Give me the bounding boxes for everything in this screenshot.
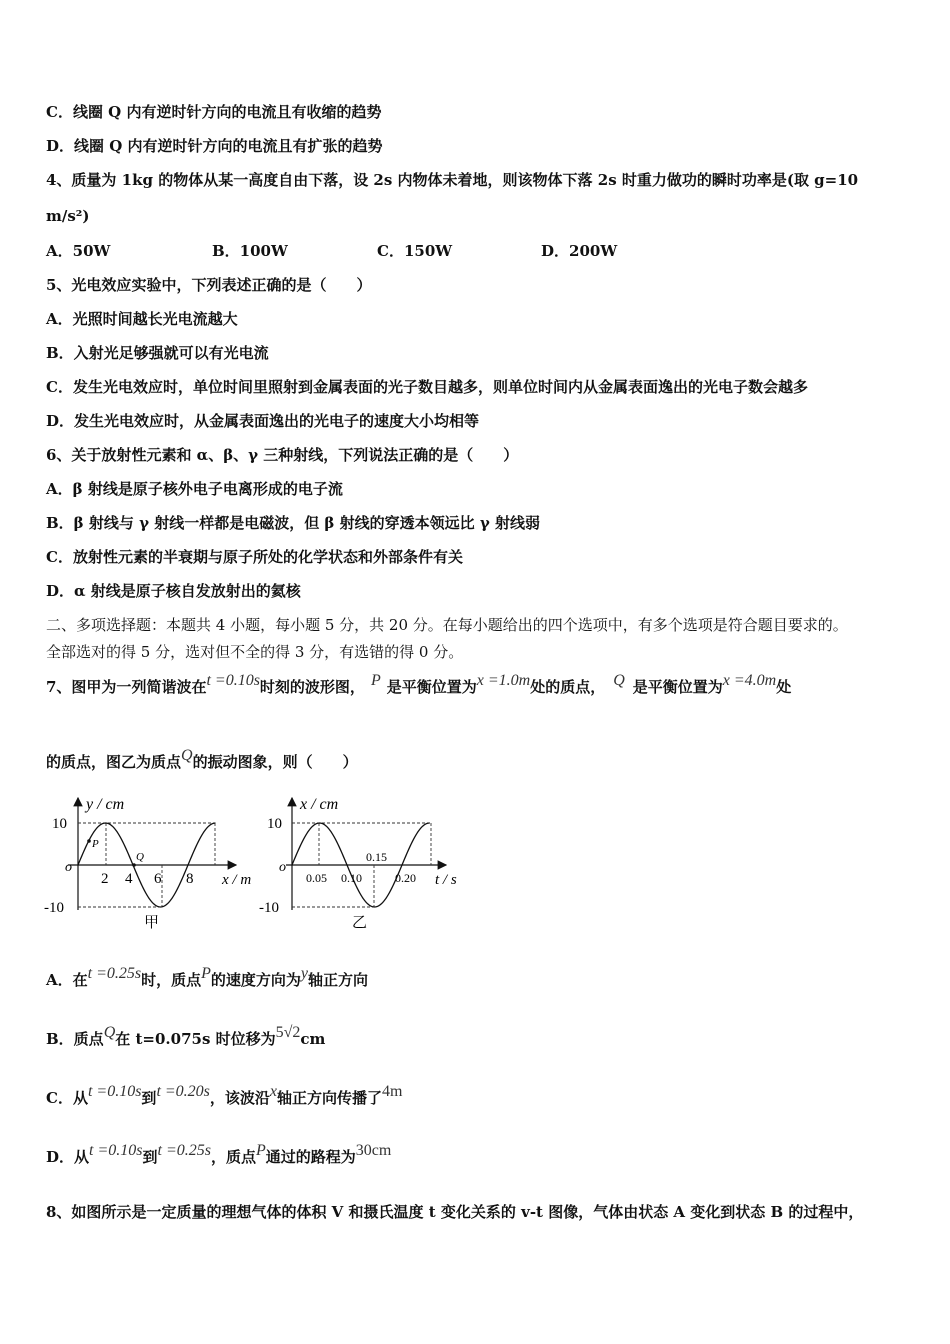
jia-point-p xyxy=(87,839,91,843)
q7-text: 7、图甲为一列简谐波在 xyxy=(46,678,207,696)
q4-option-c: C．150W xyxy=(377,242,453,260)
q7d-math-t1: t =0.10s xyxy=(89,1142,143,1159)
jia-xtick-4: 4 xyxy=(125,871,133,887)
q7c-math-dist: 4m xyxy=(382,1083,403,1100)
yi-xtick-005: 0.05 xyxy=(306,871,327,885)
q7d-text: 到 xyxy=(142,1148,158,1166)
q7-text: 是平衡位置为 xyxy=(386,678,477,696)
yi-xlabel: t / s xyxy=(435,872,457,888)
q7b-math-sqrt: 5√2 xyxy=(275,1024,301,1041)
q5-option-b: B．入射光足够强就可以有光电流 xyxy=(46,344,269,362)
q7-text: 时刻的波形图， xyxy=(259,678,365,696)
q7a-math-t: t =0.25s xyxy=(87,965,142,982)
q7-option-d xyxy=(46,1142,392,1168)
q7a-math-p: P xyxy=(201,965,211,982)
q6-option-d: D．α 射线是原子核自发放射出的氦核 xyxy=(46,582,301,600)
jia-ytick-10: 10 xyxy=(52,816,67,832)
q6-option-a: A．β 射线是原子核外电子电离形成的电子流 xyxy=(46,480,343,498)
q5-stem: 5、光电效应实验中，下列表述正确的是（ ） xyxy=(46,276,372,294)
q5-option-a: A．光照时间越长光电流越大 xyxy=(46,310,238,328)
q7d-math-p: P xyxy=(255,1142,266,1159)
q7-text: 的振动图象，则（ ） xyxy=(192,753,358,771)
q7-option-a xyxy=(46,965,369,991)
q3-option-d: D．线圈 Q 内有逆时针方向的电流且有扩张的趋势 xyxy=(46,137,383,155)
yi-xtick-020: 0.20 xyxy=(395,871,416,885)
q4-option-b: B．100W xyxy=(212,242,288,260)
jia-ytick-neg10: -10 xyxy=(44,900,64,916)
q7d-text: ，质点 xyxy=(210,1148,256,1166)
q6-option-c: C．放射性元素的半衰期与原子所处的化学状态和外部条件有关 xyxy=(46,548,463,566)
jia-ylabel: y / cm xyxy=(86,796,125,813)
q7-math-p: P xyxy=(370,672,381,689)
q7b-math-q: Q xyxy=(103,1024,116,1041)
q7b-text: cm xyxy=(300,1030,326,1048)
q7-text: 的质点，图乙为质点 xyxy=(46,753,182,771)
yi-xtick-015: 0.15 xyxy=(366,850,387,864)
jia-xtick-2: 2 xyxy=(101,871,109,887)
q4-stem: 4、质量为 1kg 的物体从某一高度自由下落，设 2s 内物体未着地，则该物体下落 2s 时重力做功的瞬时功率是(取 g=10 xyxy=(46,171,859,189)
q7c-text: 轴正方向传播了 xyxy=(277,1089,383,1107)
q7a-text: A．在 xyxy=(46,971,88,989)
q7-option-c xyxy=(46,1083,403,1109)
q7b-text: B．质点 xyxy=(46,1030,104,1048)
q7d-math-path: 30cm xyxy=(355,1142,392,1159)
q7-option-b xyxy=(46,1024,326,1050)
q7-text: 处的质点， xyxy=(530,678,606,696)
q6-option-b: B．β 射线与 γ 射线一样都是电磁波，但 β 射线的穿透本领远比 γ 射线弱 xyxy=(46,514,540,532)
jia-xtick-8: 8 xyxy=(186,871,194,887)
section2-intro-line1: 二、多项选择题：本题共 4 小题，每小题 5 分，共 20 分。在每小题给出的四个选项中，有多个选项是符合题目要求的。 xyxy=(46,616,848,634)
q7-text: 处 xyxy=(776,678,792,696)
q7c-text: C．从 xyxy=(46,1089,88,1107)
q7-math-t: t =0.10s xyxy=(206,672,260,689)
q7-stem-line1 xyxy=(46,672,902,698)
yi-ylabel: x / cm xyxy=(300,796,339,813)
q7c-math-t1: t =0.10s xyxy=(87,1083,142,1100)
q6-stem: 6、关于放射性元素和 α、β、γ 三种射线，下列说法正确的是（ ） xyxy=(46,446,519,464)
q7-stem-line2 xyxy=(46,747,358,773)
jia-xlabel: x / m xyxy=(222,872,252,888)
q7-math-q: Q xyxy=(613,672,625,689)
q7a-text: 轴正方向 xyxy=(308,971,369,989)
yi-ytick-10: 10 xyxy=(267,816,282,832)
q5-option-c: C．发生光电效应时，单位时间里照射到金属表面的光子数目越多，则单位时间内从金属表面逸出的光电子数会越多 xyxy=(46,378,808,396)
q7c-math-t2: t =0.20s xyxy=(156,1083,210,1100)
yi-origin: o xyxy=(279,860,286,875)
yi-xtick-010: 0.10 xyxy=(341,871,362,885)
jia-xtick-6: 6 xyxy=(154,871,162,887)
q7d-text: D．从 xyxy=(46,1148,90,1166)
jia-label-p: P xyxy=(92,838,99,850)
q7-math-q: Q xyxy=(181,747,193,764)
yi-ytick-neg10: -10 xyxy=(259,900,279,916)
jia-point-q xyxy=(132,863,136,867)
yi-caption: 乙 xyxy=(352,915,368,931)
vibration-graph-yi xyxy=(258,790,468,940)
q7d-math-t2: t =0.25s xyxy=(157,1142,211,1159)
q4-options xyxy=(46,241,617,261)
q3-option-c: C．线圈 Q 内有逆时针方向的电流且有收缩的趋势 xyxy=(46,103,382,121)
q7c-text: ，该波沿 xyxy=(209,1089,270,1107)
q7-text: 是平衡位置为 xyxy=(632,678,723,696)
q8-stem: 8、如图所示是一定质量的理想气体的体积 V 和摄氏温度 t 变化关系的 v-t 图像，气体由状态 A 变化到状态 B 的过程中， xyxy=(46,1203,864,1221)
q7c-math-x: x xyxy=(269,1083,278,1100)
q7-math-x2: x =4.0m xyxy=(722,672,777,689)
jia-origin: o xyxy=(65,860,72,875)
jia-caption: 甲 xyxy=(144,915,160,931)
q7-math-x1: x =1.0m xyxy=(476,672,531,689)
q4-option-a: A．50W xyxy=(46,242,111,260)
q7a-text: 时，质点 xyxy=(141,971,202,989)
q7b-text: 在 t=0.075s 时位移为 xyxy=(115,1030,276,1048)
q7d-text: 通过的路程为 xyxy=(265,1148,356,1166)
q5-option-d: D．发生光电效应时，从金属表面逸出的光电子的速度大小均相等 xyxy=(46,412,480,430)
q7a-text: 的速度方向为 xyxy=(210,971,301,989)
jia-label-q: Q xyxy=(136,851,144,863)
q4-option-d: D．200W xyxy=(541,242,618,260)
q4-stem-unit: m/s²) xyxy=(46,207,90,225)
q7c-text: 到 xyxy=(141,1089,157,1107)
section2-intro-line2: 全部选对的得 5 分，选对但不全的得 3 分，有选错的得 0 分。 xyxy=(46,643,464,661)
q7a-math-y: y xyxy=(300,965,309,982)
wave-graph-jia xyxy=(40,790,265,940)
